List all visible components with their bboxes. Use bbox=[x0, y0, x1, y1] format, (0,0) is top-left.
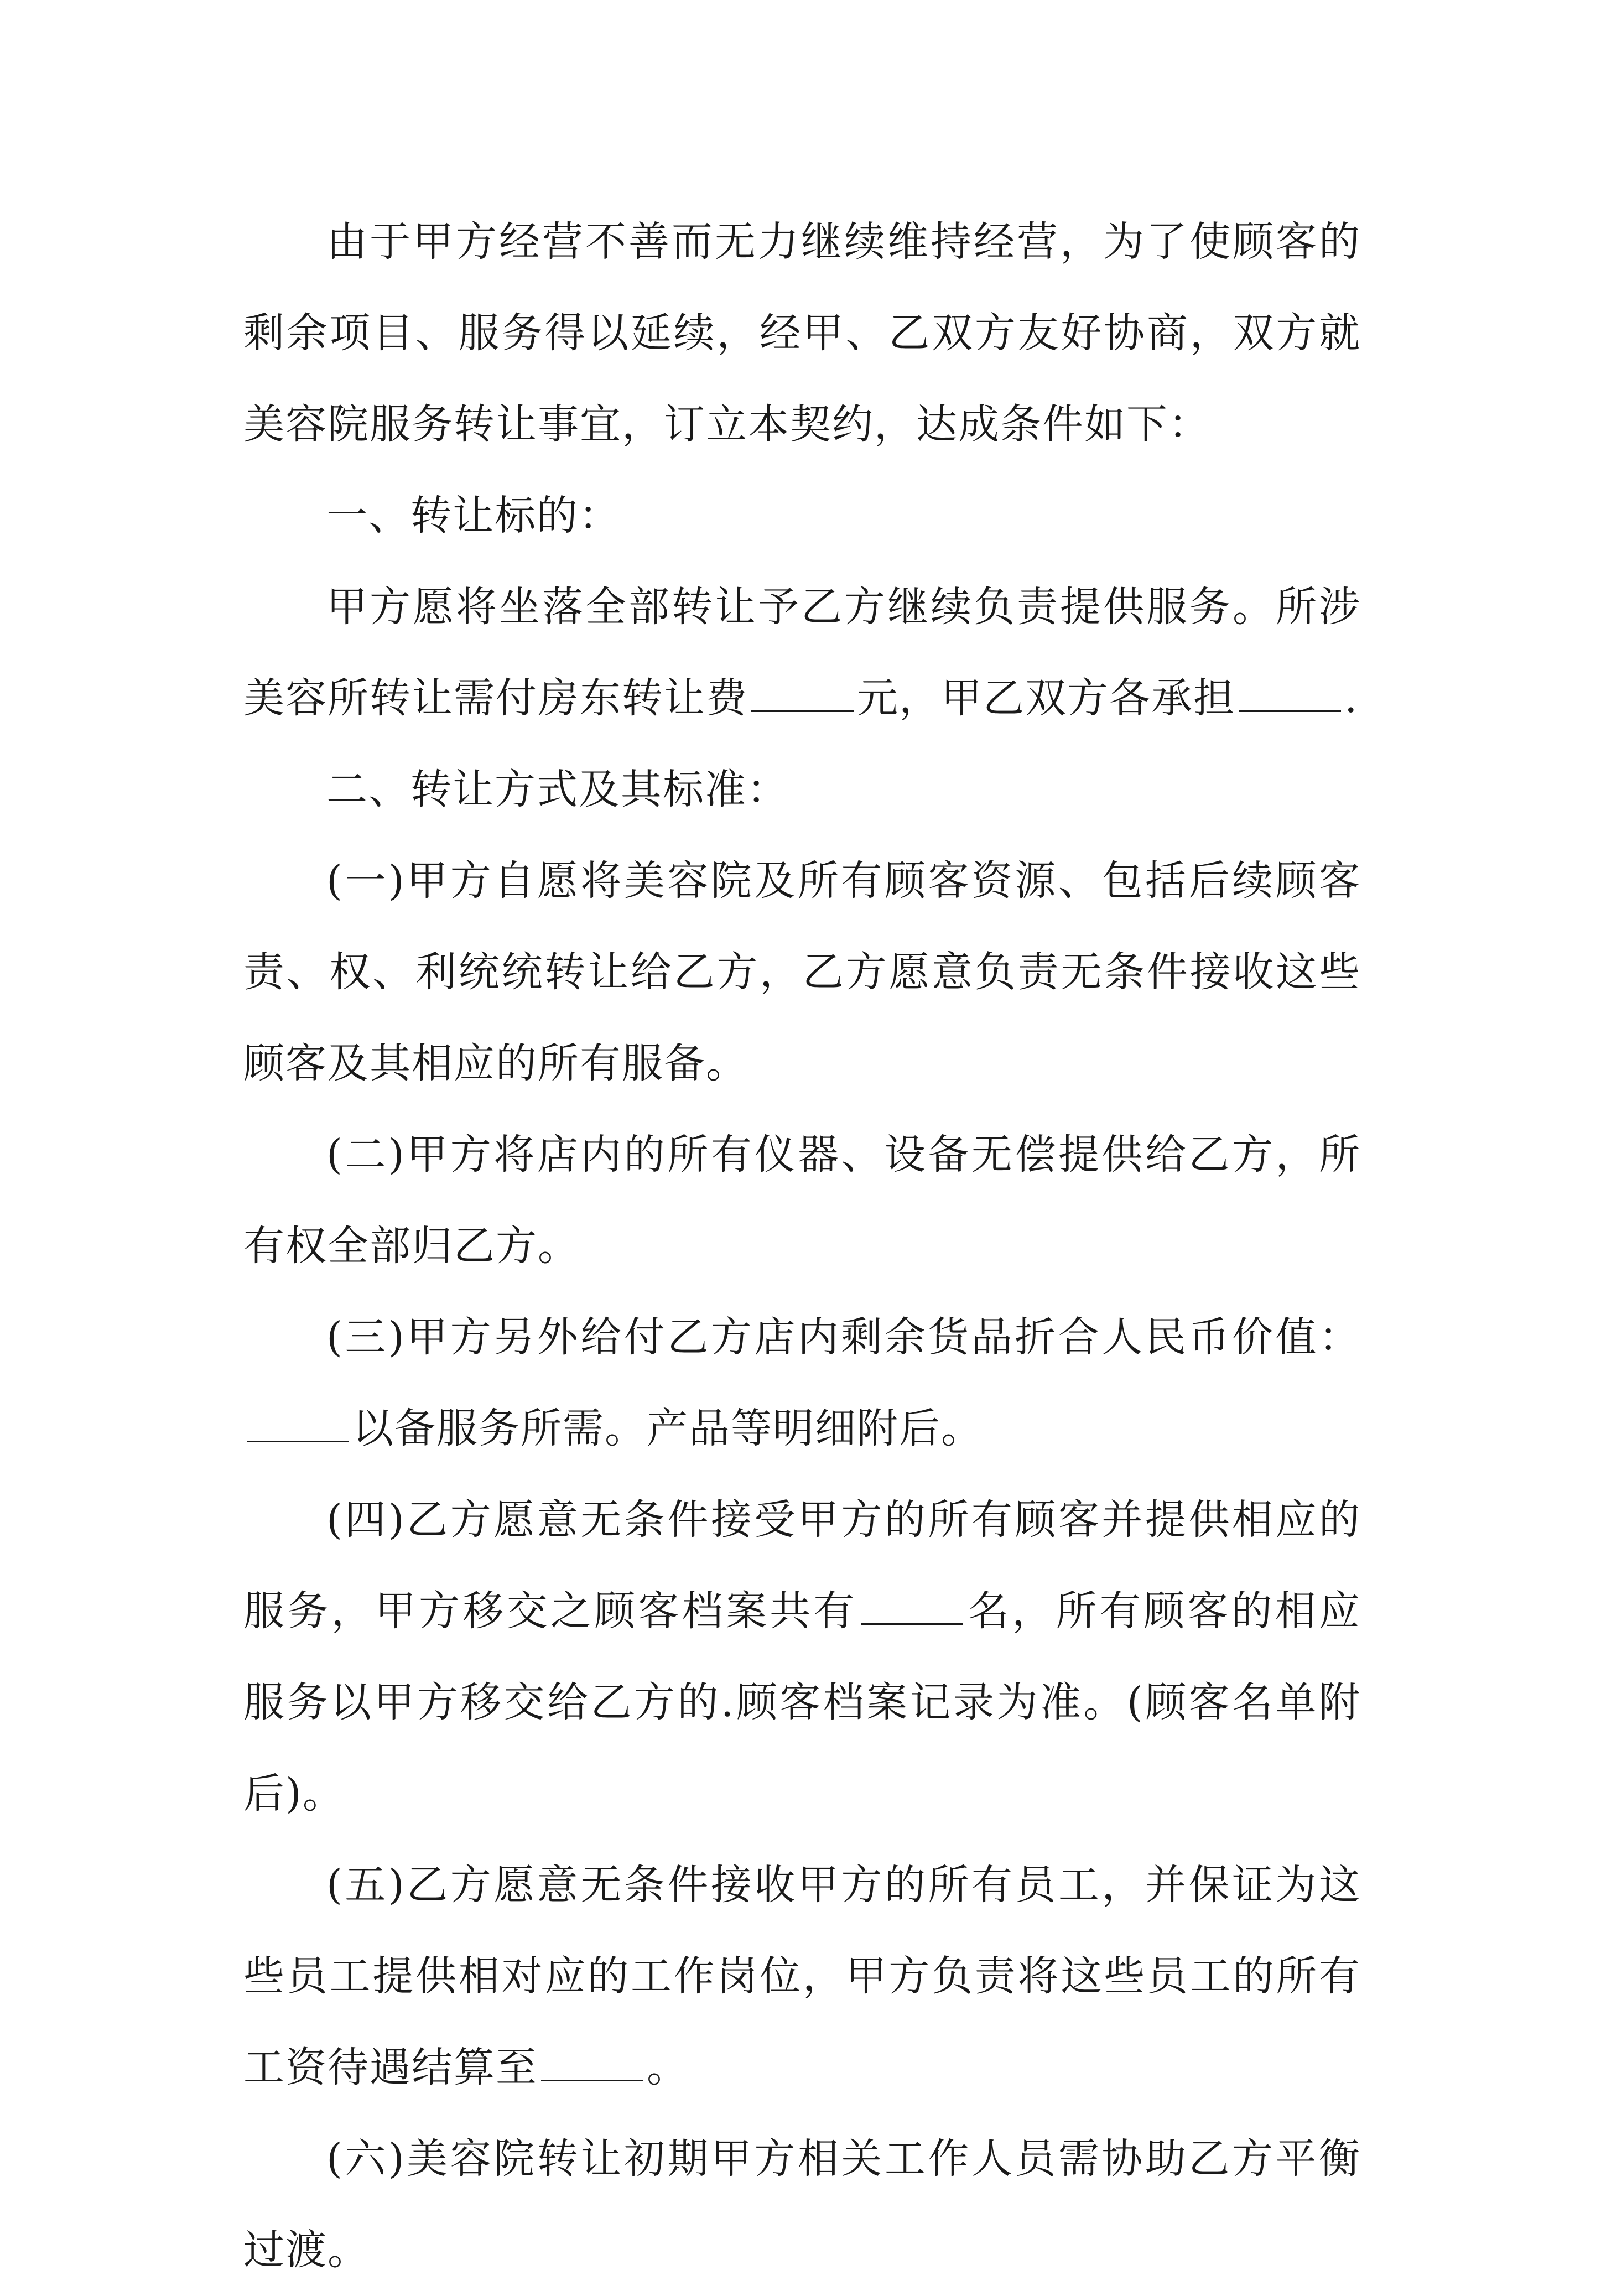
item-6-text: (六)美容院转让初期甲方相关工作人员需协助乙方平衡过渡。 bbox=[243, 2135, 1361, 2274]
item-4-text-b: 名，所有顾客的相应服务以甲方移交给乙方的.顾客档案记录为准。(顾客名单附后)。 bbox=[243, 1587, 1361, 1817]
item-5-text-a: (五)乙方愿意无条件接收甲方的所有员工，并保证为这些员工提供相对应的工作岗位，甲方负责将这些员工的所有工资待遇结算至 bbox=[243, 1861, 1361, 2091]
fill-blank-share bbox=[1239, 678, 1341, 712]
item-4 bbox=[243, 1474, 1361, 1840]
item-2-text: (二)甲方将店内的所有仪器、设备无偿提供给乙方，所有权全部归乙方。 bbox=[243, 1131, 1361, 1270]
fill-blank-settlement-date bbox=[541, 2048, 643, 2081]
fill-blank-goods-value bbox=[247, 1409, 349, 1442]
section-1-heading bbox=[243, 470, 1361, 562]
contract-body bbox=[243, 196, 1361, 2296]
section-1-text-b: 元，甲乙双方各承担 bbox=[857, 674, 1235, 722]
item-5-text-b: 。 bbox=[647, 2044, 689, 2091]
section-1-heading-text: 一、转让标的： bbox=[326, 492, 621, 539]
item-6 bbox=[243, 2113, 1361, 2296]
section-1-body bbox=[243, 562, 1361, 744]
section-2-heading-text: 二、转让方式及其标准： bbox=[326, 766, 789, 813]
item-4-text-a: (四)乙方愿意无条件接受甲方的所有顾客并提供相应的服务，甲方移交之顾客档案共有 bbox=[243, 1496, 1361, 1635]
section-1-text-a: 甲方愿将坐落全部转让予乙方继续负责提供服务。所涉美容所转让需付房东转让费 bbox=[243, 583, 1361, 722]
section-1-text-c: . bbox=[1344, 674, 1359, 722]
item-5 bbox=[243, 1840, 1361, 2113]
item-3 bbox=[243, 1292, 1361, 1474]
item-1 bbox=[243, 835, 1361, 1109]
item-2 bbox=[243, 1109, 1361, 1292]
item-1-text: (一)甲方自愿将美容院及所有顾客资源、包括后续顾客责、权、利统统转让给乙方，乙方愿意负责无条件接收这些顾客及其相应的所有服备。 bbox=[243, 857, 1361, 1087]
item-3-text-b: 以备服务所需。产品等明细附后。 bbox=[352, 1405, 983, 1452]
intro-text: 由于甲方经营不善而无力继续维持经营，为了使顾客的剩余项目、服务得以延续，经甲、乙双方友好协商，双方就美容院服务转让事宜，订立本契约，达成条件如下： bbox=[243, 218, 1361, 448]
section-2-heading bbox=[243, 744, 1361, 835]
fill-blank-customer-count bbox=[861, 1591, 963, 1625]
fill-blank-transfer-fee bbox=[751, 678, 854, 712]
item-3-text-a: (三)甲方另外给付乙方店内剩余货品折合人民币价值： bbox=[326, 1313, 1361, 1361]
intro-paragraph bbox=[243, 196, 1361, 470]
